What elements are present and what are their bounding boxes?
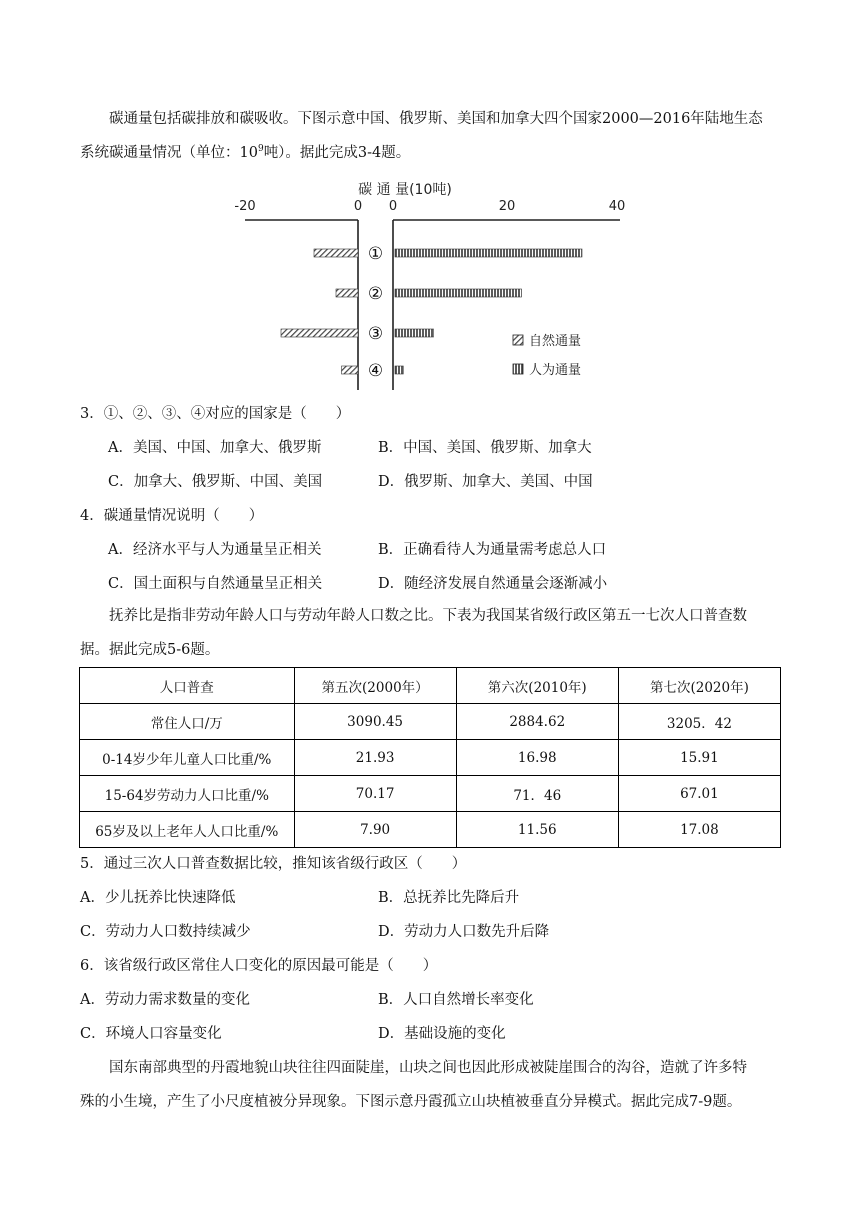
census-table <box>79 667 781 848</box>
intro1-line1: 碳通量包括碳排放和碳吸收。下图示意中国、俄罗斯、美国和加拿大四个国家2000—2016年陆地生态 <box>109 111 763 127</box>
q3-option-d[interactable]: D．俄罗斯、加拿大、美国、中国 <box>378 474 593 490</box>
intro2-line2: 据。据此完成5-6题。 <box>80 642 220 658</box>
q3-option-c[interactable]: C．加拿大、俄罗斯、中国、美国 <box>108 474 323 490</box>
q5-option-d[interactable]: D．劳动力人口数先升后降 <box>378 924 550 940</box>
bar-human-flux <box>395 366 403 374</box>
table-header-cell: 人口普查 <box>80 668 295 704</box>
q3-stem: 3．①、②、③、④对应的国家是（ ） <box>80 406 351 422</box>
q3-option-a[interactable]: A．美国、中国、加拿大、俄罗斯 <box>108 440 322 456</box>
table-cell: 3090.45 <box>294 704 456 740</box>
table-cell: 70.17 <box>294 776 456 812</box>
table-cell: 15-64岁劳动力人口比重/% <box>80 776 295 812</box>
category-label: ① <box>367 244 384 264</box>
q6-option-b[interactable]: B．人口自然增长率变化 <box>378 992 534 1008</box>
table-cell: 2884.62 <box>456 704 618 740</box>
table-cell: 3205．42 <box>618 704 780 740</box>
q4-stem: 4．碳通量情况说明（ ） <box>80 508 264 524</box>
q4-option-c[interactable]: C．国土面积与自然通量呈正相关 <box>108 576 323 592</box>
intro3-line2: 殊的小生境，产生了小尺度植被分异现象。下图示意丹霞孤立山块植被垂直分异模式。据此完成7-9题。 <box>80 1094 742 1110</box>
table-cell: 65岁及以上老年人人口比重/% <box>80 812 295 848</box>
q5-option-a[interactable]: A．少儿抚养比快速降低 <box>80 890 236 906</box>
table-row <box>80 776 781 812</box>
q6-option-a[interactable]: A．劳动力需求数量的变化 <box>80 992 250 1008</box>
x-tick-label: -20 <box>234 199 256 214</box>
table-cell: 21.93 <box>294 740 456 776</box>
table-row <box>80 812 781 848</box>
legend-swatch-human <box>513 364 523 374</box>
chart-title: 碳 通 量(10吨) <box>358 182 452 198</box>
q6-stem: 6．该省级行政区常住人口变化的原因最可能是（ ） <box>80 958 438 974</box>
table-header-cell: 第七次(2020年) <box>618 668 780 704</box>
table-cell: 17.08 <box>618 812 780 848</box>
bar-natural-flux <box>342 366 359 374</box>
x-tick-label: 0 <box>388 199 398 214</box>
bar-human-flux <box>395 249 582 257</box>
q5-option-b[interactable]: B．总抚养比先降后升 <box>378 890 520 906</box>
legend-human-label: 人为通量 <box>529 363 582 378</box>
table-cell: 15.91 <box>618 740 780 776</box>
category-label: ③ <box>367 324 384 344</box>
q3-option-b[interactable]: B．中国、美国、俄罗斯、加拿大 <box>378 440 592 456</box>
bar-natural-flux <box>336 289 358 297</box>
bar-natural-flux <box>314 249 358 257</box>
bar-human-flux <box>395 289 522 297</box>
table-header-cell: 第五次(2000年） <box>294 668 456 704</box>
carbon-flux-chart <box>230 176 640 390</box>
table-cell: 16.98 <box>456 740 618 776</box>
table-cell: 常住人口/万 <box>80 704 295 740</box>
q4-option-a[interactable]: A．经济水平与人为通量呈正相关 <box>108 542 322 558</box>
q5-option-c[interactable]: C．劳动力人口数持续减少 <box>80 924 251 940</box>
category-label: ② <box>367 284 384 304</box>
q6-option-c[interactable]: C．环境人口容量变化 <box>80 1026 222 1042</box>
q5-stem: 5．通过三次人口普查数据比较，推知该省级行政区（ ） <box>80 856 467 872</box>
intro3-line1: 国东南部典型的丹霞地貌山块往往四面陡崖，山块之间也因此形成被陡崖围合的沟谷，造就了许多特 <box>109 1060 747 1076</box>
q6-option-d[interactable]: D．基础设施的变化 <box>378 1026 506 1042</box>
legend-swatch-natural <box>513 335 523 345</box>
table-header-cell: 第六次(2010年) <box>456 668 618 704</box>
intro1-line2: 系统碳通量情况（单位：$10^9$吨）。据此完成3-4题。 <box>80 144 411 161</box>
x-tick-label: 20 <box>498 199 516 214</box>
chart-legend <box>513 334 581 378</box>
table-cell: 71．46 <box>456 776 618 812</box>
table-header-row <box>80 668 781 704</box>
legend-natural-label: 自然通量 <box>529 334 582 349</box>
table-cell: 67.01 <box>618 776 780 812</box>
table-row <box>80 704 781 740</box>
category-label: ④ <box>367 361 384 381</box>
x-tick-label: 40 <box>608 199 626 214</box>
table-row <box>80 740 781 776</box>
q4-option-d[interactable]: D．随经济发展自然通量会逐渐减小 <box>378 576 608 592</box>
q4-option-b[interactable]: B．正确看待人为通量需考虑总人口 <box>378 542 607 558</box>
bar-human-flux <box>395 329 434 337</box>
table-cell: 7.90 <box>294 812 456 848</box>
bar-natural-flux <box>281 329 358 337</box>
x-tick-label: 0 <box>353 199 363 214</box>
intro2-line1: 抚养比是指非劳动年龄人口与劳动年龄人口数之比。下表为我国某省级行政区第五一七次人口普查数 <box>109 608 747 624</box>
table-cell: 0-14岁少年儿童人口比重/% <box>80 740 295 776</box>
table-cell: 11.56 <box>456 812 618 848</box>
